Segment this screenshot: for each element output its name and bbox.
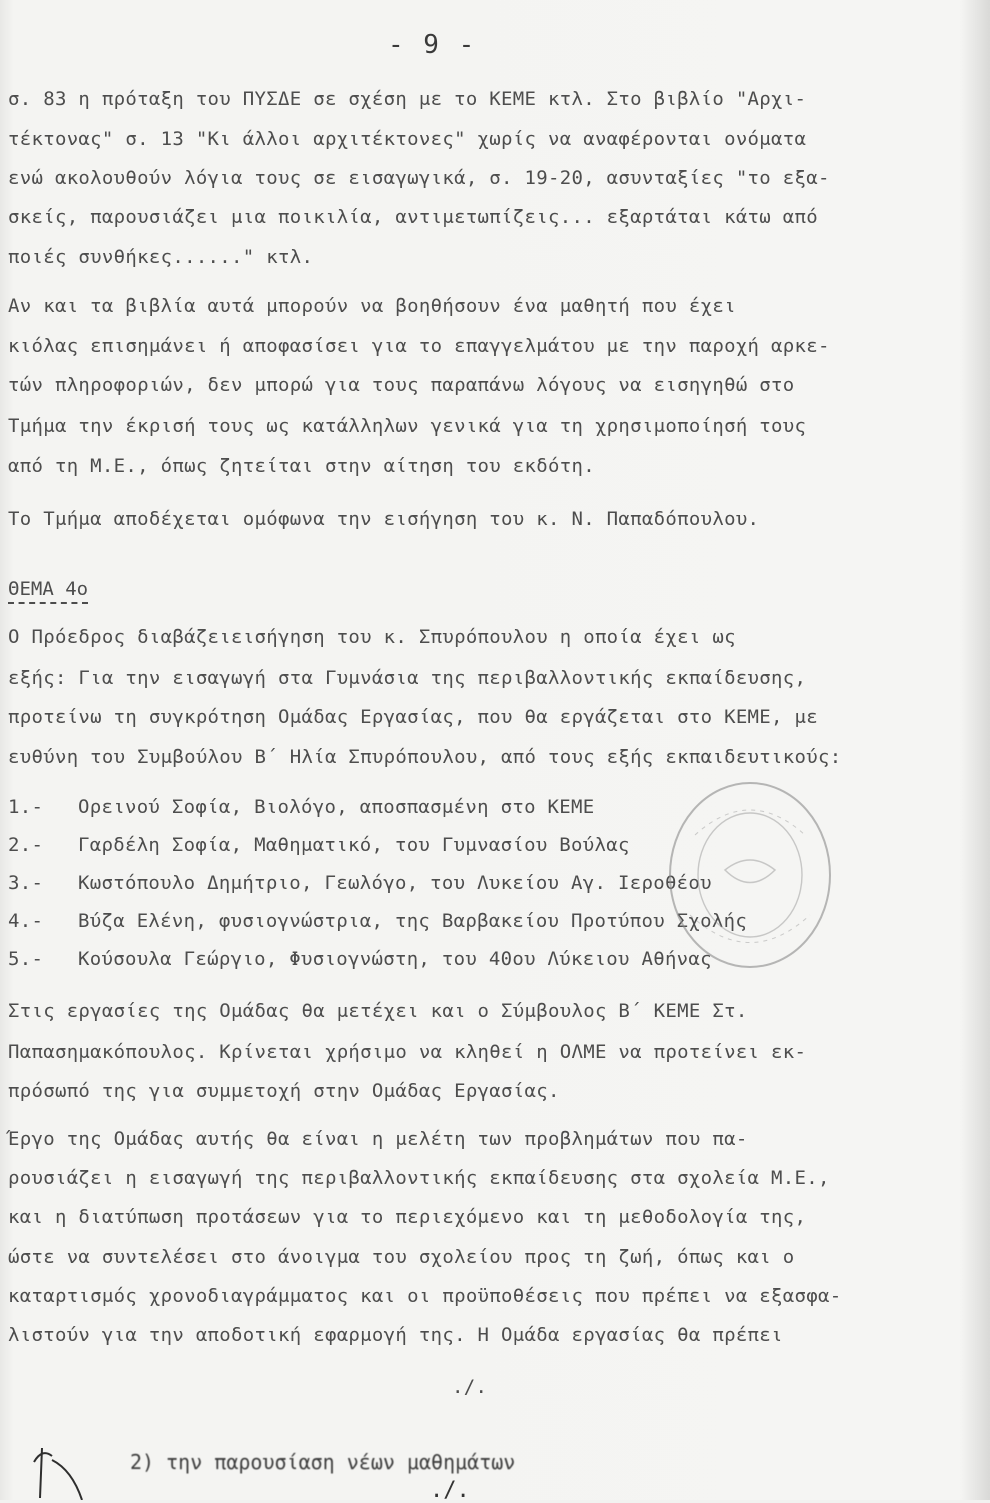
paragraph2-line: από τη Μ.Ε., όπως ζητείται στην αίτηση του εκδότη. [8, 455, 595, 477]
paragraph4-line: εξής: Για την εισαγωγή στα Γυμνάσια της περιβαλλοντικής εκπαίδευσης, [8, 667, 807, 689]
paragraph1-line: σκείς, παρουσιάζει μια ποικιλία, αντιμετωπίζεις... εξαρτάται κάτω από [8, 206, 818, 228]
bleed-through-slash: ./. [430, 1478, 470, 1503]
list-item-text: Κούσουλα Γεώργιο, Φυσιογνώστη, του 40ου Λύκειου Αθήνας [78, 948, 712, 970]
paragraph2-line: κιόλας επισημάνει ή αποφασίσει για το επαγγελμάτου με την παροχή αρκε- [8, 335, 830, 357]
paragraph2-line: Αν και τα βιβλία αυτά μπορούν να βοηθήσουν ένα μαθητή που έχει [8, 295, 736, 317]
paragraph1-line: τέκτονας" σ. 13 "Κι άλλοι αρχιτέκτονες" χωρίς να αναφέρονται ονόματα [8, 128, 807, 150]
list-item-text: Γαρδέλη Σοφία, Μαθηματικό, του Γυμνασίου Βούλας [78, 834, 630, 856]
list-item-number: 2.- [8, 834, 44, 856]
paragraph6-line: ρουσιάζει η εισαγωγή της περιβαλλοντικής εκπαίδευσης στα σχολεία Μ.Ε., [8, 1167, 830, 1189]
paragraph4-line: προτείνω τη συγκρότηση Ομάδας Εργασίας, που θα εργάζεται στο ΚΕΜΕ, με [8, 706, 818, 728]
continuation-mark: ./. [452, 1376, 488, 1398]
paragraph1-line: ποιές συνθήκες......" κτλ. [8, 246, 314, 268]
handwritten-mark-icon [20, 1440, 110, 1500]
paragraph1-line: ενώ ακολουθούν λόγια τους σε εισαγωγικά, σ. 19-20, ασυνταξίες "το εξα- [8, 167, 830, 189]
paragraph4-line: ευθύνη του Συμβούλου Β΄ Ηλία Σπυρόπουλου, από τους εξής εκπαιδευτικούς: [8, 746, 842, 768]
paragraph5-line: πρόσωπό της για συμμετοχή στην Ομάδας Εργασίας. [8, 1080, 560, 1102]
list-item-number: 1.- [8, 796, 44, 818]
list-item [8, 872, 712, 894]
list-item-text: Ορεινού Σοφία, Βιολόγο, αποσπασμένη στο ΚΕΜΕ [78, 796, 595, 818]
list-item-number: 5.- [8, 948, 44, 970]
list-item [8, 796, 595, 818]
paragraph6-line: ώστε να συντελέσει στο άνοιγμα του σχολείου προς τη ζωή, όπως και ο [8, 1246, 795, 1268]
paragraph1-line: σ. 83 η πρόταξη του ΠΥΣΔΕ σε σχέση με το ΚΕΜΕ κτλ. Στο βιβλίο "Αρχι- [8, 88, 807, 110]
paragraph5-line: Στις εργασίες της Ομάδας θα μετέχει και ο Σύμβουλος Β΄ ΚΕΜΕ Στ. [8, 1000, 748, 1022]
list-item [8, 910, 747, 932]
bleed-through-line: 2) την παρουσίαση νέων μαθημάτων [130, 1450, 516, 1474]
list-item [8, 948, 712, 970]
list-item-number: 4.- [8, 910, 44, 932]
paragraph6-line: καταρτισμός χρονοδιαγράμματος και οι προϋποθέσεις που πρέπει να εξασφα- [8, 1285, 842, 1307]
list-item-number: 3.- [8, 872, 44, 894]
official-stamp-icon [655, 775, 835, 985]
paragraph5-line: Παπασημακόπουλος. Κρίνεται χρήσιμο να κληθεί η ΟΛΜΕ να προτείνει εκ- [8, 1041, 807, 1063]
list-item-text: Βύζα Ελένη, φυσιογνώστρια, της Βαρβακείου Προτύπου Σχολής [78, 910, 748, 932]
paragraph2-line: τών πληροφοριών, δεν μπορώ για τους παραπάνω λόγους να εισηγηθώ στο [8, 374, 795, 396]
paragraph4-line: Ο Πρόεδρος διαβάζειεισήγηση του κ. Σπυρόπουλου η οποία έχει ως [8, 626, 736, 648]
paragraph6-line: Έργο της Ομάδας αυτής θα είναι η μελέτη των προβλημάτων που πα- [8, 1128, 748, 1150]
list-item [8, 834, 630, 856]
paragraph3-line: Το Τμήμα αποδέχεται ομόφωνα την εισήγηση του κ. Ν. Παπαδόπουλου. [8, 508, 760, 530]
section-heading: ΘΕΜΑ 4ο [8, 578, 89, 600]
paragraph6-line: και η διατύπωση προτάσεων για το περιεχόμενο και τη μεθοδολογία της, [8, 1206, 807, 1228]
page-number: - 9 - [388, 30, 477, 60]
paragraph6-line: λιστούν για την αποδοτική εφαρμογή της. Η Ομάδα εργασίας θα πρέπει [8, 1324, 783, 1346]
paragraph2-line: Τμήμα την έκρισή τους ως κατάλληλων γενικά για τη χρησιμοποίησή τους [8, 415, 807, 437]
list-item-text: Κωστόπουλο Δημήτριο, Γεωλόγο, του Λυκείου Αγ. Ιεροθέου [78, 872, 712, 894]
